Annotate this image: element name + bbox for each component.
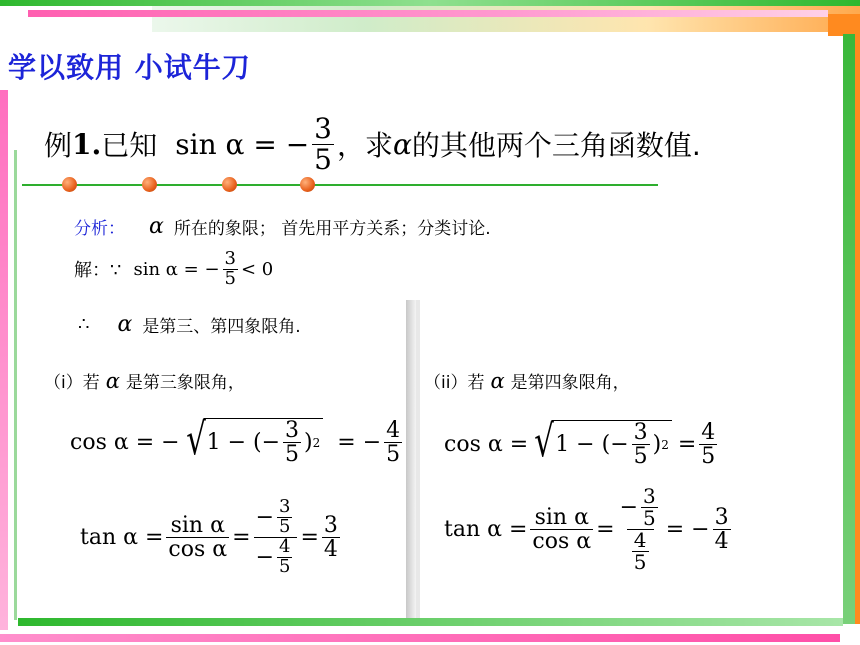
example-statement — [44, 104, 701, 184]
case1-tan-result — [322, 514, 340, 561]
case2-cos-res-den: 5 — [701, 443, 716, 469]
case1-tan-complex — [254, 498, 298, 577]
case1-cos-inside-den: 5 — [285, 442, 300, 468]
case1-tan-mid-den-sign: − — [255, 544, 274, 570]
case2-tan-mid-den-frac — [632, 530, 649, 573]
analysis-text: 所在的象限； 首先用平方关系；分类讨论. — [173, 219, 491, 239]
analysis-label: 分析： — [74, 219, 125, 239]
example-number: 1. — [72, 127, 102, 161]
case1-cos-eq: = − — [337, 429, 382, 455]
case2-cos-inside-frac — [632, 421, 650, 468]
case2-title-suffix: 是第四象限角， — [510, 373, 630, 393]
top-pink-stripe — [28, 10, 828, 17]
case2-cos-formula — [444, 416, 720, 470]
case1-cos-inside-a: 1 − (− — [206, 430, 281, 456]
case1-cos-lhs: cos α = − — [70, 429, 180, 455]
left-pink-bar — [0, 90, 8, 630]
case2-alpha: α — [490, 368, 505, 393]
case1-tan-lhs: tan α = — [80, 524, 164, 550]
example-suffix: 的其他两个三角函数值. — [411, 129, 701, 162]
case2-cos-result — [699, 421, 717, 468]
case1-sqrt — [182, 414, 324, 468]
top-green-stripe — [0, 0, 860, 6]
therefore-line — [78, 312, 301, 337]
case1-cos-inside-frac — [283, 419, 301, 466]
case1-cos-formula — [70, 414, 405, 468]
case2-tan-mid-den-num: 4 — [633, 528, 647, 552]
case1-title-prefix: （i）若 — [44, 373, 100, 393]
case2-title — [424, 368, 630, 393]
case2-cos-inside-num: 3 — [633, 420, 648, 445]
case2-tan-formula: tan α = $\frac{\text{sin α}}{\text{cos α}}$ = − $\frac{3}{5}$ $\frac{4}{5}$ = − $\frac{3}{4}$ — [444, 484, 729, 574]
example-sin-expr: sin α = − — [175, 127, 310, 161]
slide-title: 学以致用 小试牛刀 — [8, 51, 251, 84]
case2-tan-mid-num — [618, 486, 663, 529]
orange-dot — [222, 177, 237, 192]
case1-tan-mid-num — [254, 498, 298, 537]
case1-tan-mid-num-frac — [277, 498, 292, 537]
solution-fraction — [223, 250, 238, 289]
solution-frac-den: 5 — [224, 267, 236, 289]
solution-frac-num: 3 — [224, 248, 236, 269]
bottom-pink-bar — [0, 634, 840, 642]
case2-cos-eq: = — [677, 431, 697, 457]
bottom-green-bar — [18, 618, 843, 626]
example-frac-den: 5 — [314, 142, 332, 176]
case1-cos-result — [384, 419, 402, 466]
decor-line — [22, 184, 658, 186]
example-ask: ，求 — [336, 129, 393, 162]
case1-tan-mid-den-num: 4 — [279, 535, 291, 557]
case2-cos-inside-a: 1 − (− — [555, 432, 629, 458]
column-divider-highlight — [416, 300, 420, 618]
case2-tan-mid-num-num: 3 — [643, 484, 656, 508]
case2-tan-ratio — [530, 506, 593, 553]
case2-cos-inside-b: ) — [652, 432, 662, 458]
case1-tan-mid-den-den: 5 — [279, 555, 291, 577]
case1-tan-mid-den-frac — [277, 535, 292, 577]
case2-tan-mid-num-den: 5 — [643, 506, 656, 530]
orange-dot — [142, 177, 157, 192]
solution-line — [74, 250, 273, 289]
case1-cos-res-num: 4 — [386, 417, 401, 443]
case1-tan-mid-num-den: 5 — [279, 515, 291, 537]
right-green-bar — [843, 34, 855, 624]
case1-tan-res-den: 4 — [323, 536, 338, 562]
therefore-symbol: ∴ — [78, 314, 90, 335]
case1-tan-res-num: 3 — [323, 512, 338, 538]
radical-icon: √ — [185, 414, 206, 465]
corner-orange-block — [828, 14, 860, 36]
example-frac-num: 3 — [314, 112, 332, 146]
analysis-alpha: α — [149, 214, 164, 239]
case1-tan-ratio — [166, 514, 229, 561]
column-divider — [406, 300, 416, 618]
orange-dot — [300, 177, 315, 192]
case2-tan-mid-den-den: 5 — [633, 550, 647, 574]
case1-tan-mid-num-sign: − — [255, 504, 274, 530]
case1-cos-inside-b: ) — [304, 430, 313, 456]
case1-title — [44, 368, 245, 393]
case1-alpha: α — [105, 368, 120, 393]
case1-tan-mid-den — [254, 537, 298, 577]
example-alpha: α — [393, 127, 412, 161]
solution-label: 解：∵ — [74, 260, 122, 282]
case2-tan-lhs: tan α = — [444, 517, 528, 542]
case2-tan-den: cos α — [532, 529, 592, 554]
case2-tan-mid-den — [627, 529, 654, 573]
orange-dot — [62, 177, 77, 192]
right-orange-bar — [855, 34, 860, 624]
case2-tan-res-num: 3 — [714, 504, 729, 530]
case2-tan-res-den: 4 — [714, 529, 729, 554]
case1-cos-sup: 2 — [312, 435, 321, 450]
case1-cos-res-den: 5 — [386, 441, 401, 467]
therefore-alpha: α — [117, 312, 133, 337]
left-green-line — [14, 150, 17, 620]
case1-tan-den: cos α — [168, 536, 228, 562]
case2-sqrt — [530, 416, 672, 470]
case2-cos-inside-den: 5 — [633, 444, 648, 470]
case2-cos-res-num: 4 — [701, 419, 716, 445]
case1-cos-inside-num: 3 — [285, 418, 300, 443]
radical-icon: √ — [534, 416, 554, 467]
case2-sqrt-body — [552, 420, 672, 468]
case2-tan-num: sin α — [534, 504, 589, 530]
example-prefix: 例 — [44, 129, 73, 162]
case1-tan-num: sin α — [170, 512, 225, 538]
example-fraction — [312, 114, 334, 174]
case1-tan-mid-num-num: 3 — [279, 496, 291, 517]
case2-tan-mid-num-sign: − — [619, 494, 638, 520]
case2-title-prefix: （ii）若 — [424, 373, 485, 393]
case2-tan-eq: = − — [665, 517, 710, 542]
case1-title-suffix: 是第三象限角， — [125, 373, 245, 393]
case2-tan-complex — [618, 486, 663, 573]
case1-sqrt-body — [204, 418, 324, 466]
therefore-text: 是第三、第四象限角. — [142, 317, 301, 337]
analysis-line — [74, 214, 491, 239]
case2-cos-lhs: cos α = — [444, 431, 529, 457]
solution-expr: sin α = − — [133, 258, 220, 280]
case2-tan-result — [713, 506, 731, 553]
solution-tail: < 0 — [240, 258, 274, 280]
case1-tan-formula: tan α = $\frac{\text{sin α}}{\text{cos α}}$ = − $\frac{3}{5}$ − $\frac{4}{5}$ = $\frac{3}{4}$ — [80, 496, 338, 577]
case2-tan-mid-num-frac — [641, 486, 658, 529]
example-known: 已知 — [101, 129, 158, 162]
case2-cos-sup: 2 — [661, 437, 669, 452]
